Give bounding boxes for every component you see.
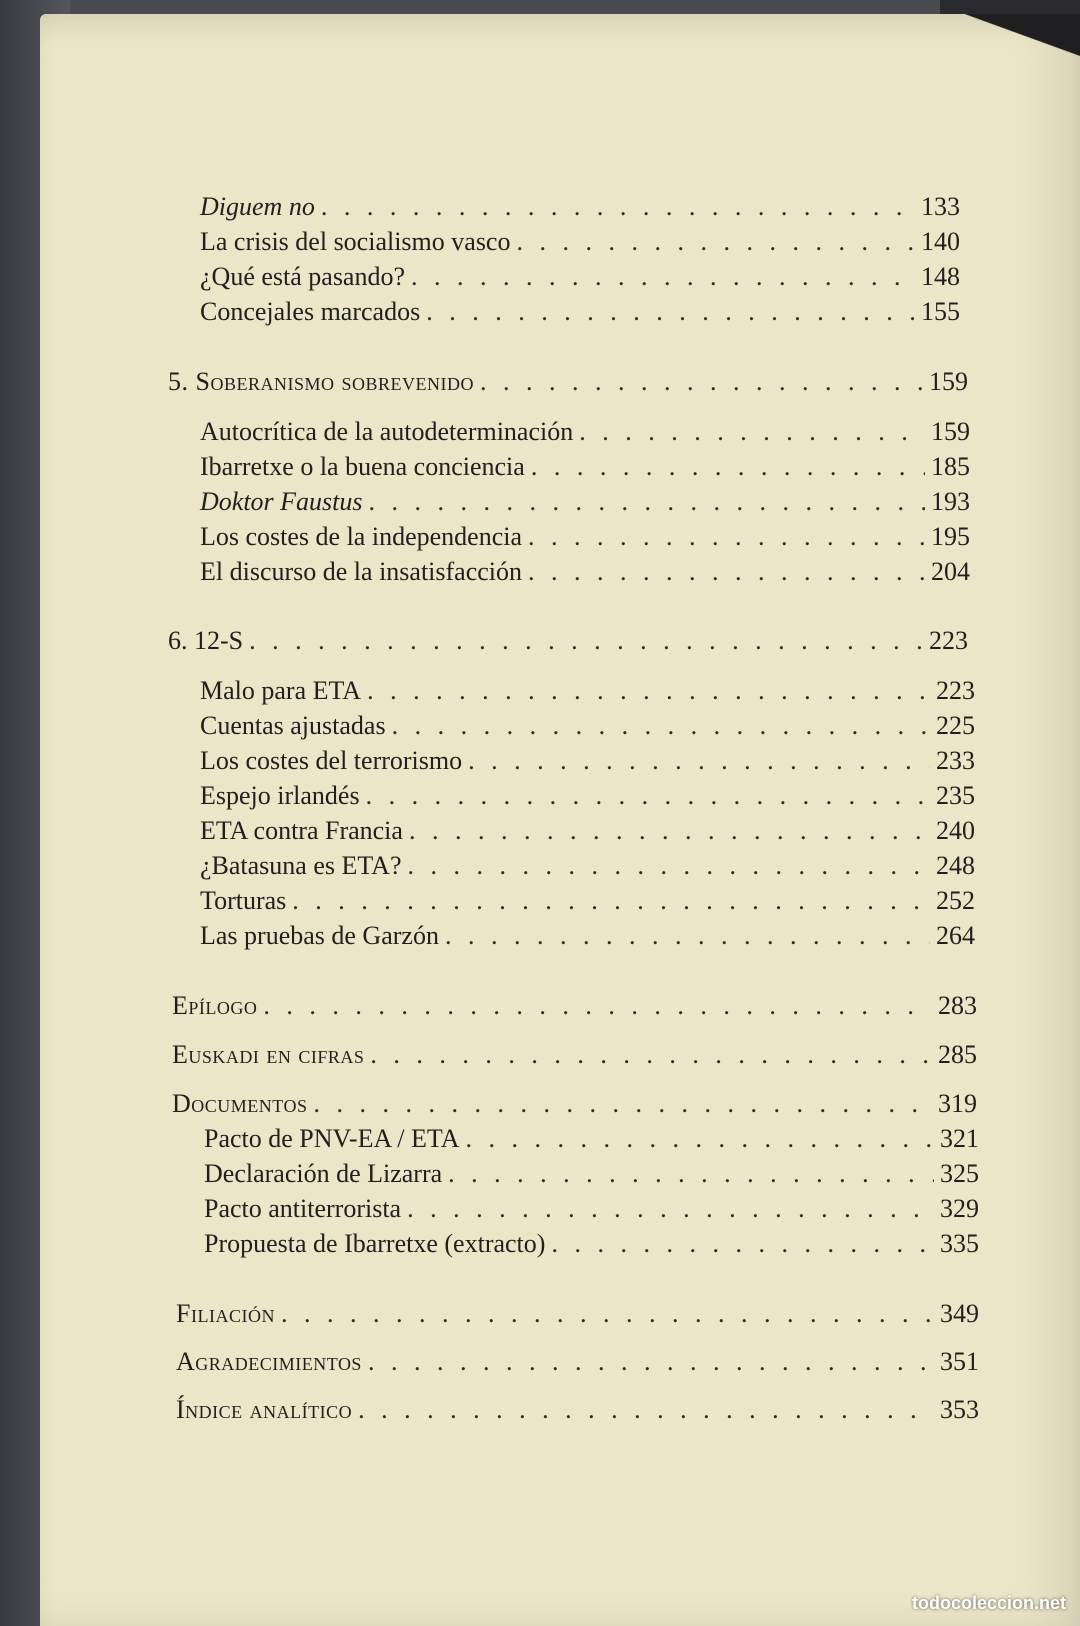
toc-section bbox=[176, 1299, 979, 1329]
toc-leader-dots bbox=[579, 417, 925, 447]
toc-leader-dots bbox=[367, 676, 930, 706]
toc-entry-page: 140 bbox=[921, 227, 960, 256]
toc-leader-dots bbox=[516, 227, 915, 257]
toc-entry-page: 223 bbox=[936, 676, 975, 705]
toc-leader-dots bbox=[370, 1040, 932, 1070]
toc-entry-label: El discurso de la insatisfacción bbox=[200, 557, 523, 586]
toc-leader-dots bbox=[531, 452, 925, 482]
toc-entry-page: 195 bbox=[931, 522, 970, 551]
toc-entry-label: Concejales marcados bbox=[200, 297, 421, 326]
toc-leader-dots bbox=[368, 1347, 934, 1377]
toc-entry-page: 248 bbox=[936, 851, 975, 880]
toc-leader-dots bbox=[249, 626, 923, 656]
toc-section-label: Filiación bbox=[176, 1299, 275, 1328]
toc-chapter bbox=[168, 626, 968, 656]
toc-entry bbox=[200, 452, 970, 482]
toc-leader-dots bbox=[448, 1159, 934, 1189]
toc-chapter-label: 6. 12-S bbox=[168, 626, 244, 655]
toc-entry-page: 329 bbox=[940, 1194, 979, 1223]
toc-leader-dots bbox=[528, 557, 925, 587]
book-page bbox=[40, 14, 1080, 1626]
toc-entry bbox=[200, 781, 975, 811]
toc-leader-dots bbox=[321, 192, 915, 222]
toc-entry bbox=[204, 1194, 979, 1224]
toc-entry-page: 193 bbox=[931, 487, 970, 516]
toc-entry bbox=[200, 746, 975, 776]
toc-entry-label: Torturas bbox=[200, 886, 287, 915]
toc-section-label: Documentos bbox=[172, 1089, 308, 1118]
toc-section-label: Epílogo bbox=[172, 991, 258, 1020]
toc-leader-dots bbox=[358, 1395, 934, 1425]
toc-section bbox=[176, 1347, 979, 1377]
toc-section-page: 349 bbox=[940, 1299, 979, 1328]
toc-entry-label: Pacto antiterrorista bbox=[204, 1194, 402, 1223]
toc-leader-dots bbox=[528, 522, 925, 552]
toc-entry-label: ¿Batasuna es ETA? bbox=[200, 851, 402, 880]
toc-chapter bbox=[168, 367, 968, 397]
toc-entry-label: ¿Qué está pasando? bbox=[200, 262, 406, 291]
toc-entry bbox=[200, 192, 960, 222]
toc-entry-page: 155 bbox=[921, 297, 960, 326]
toc-section-page: 353 bbox=[940, 1395, 979, 1424]
toc-entry-page: 185 bbox=[931, 452, 970, 481]
toc-section bbox=[172, 991, 977, 1021]
toc-chapter-page: 159 bbox=[929, 367, 968, 396]
toc-leader-dots bbox=[480, 367, 923, 397]
toc-entry-label: Los costes de la independencia bbox=[200, 522, 522, 551]
toc-entry-page: 148 bbox=[921, 262, 960, 291]
toc-section-label: Agradecimientos bbox=[176, 1347, 362, 1376]
toc-entry-page: 325 bbox=[940, 1159, 979, 1188]
toc-entry-label: ETA contra Francia bbox=[200, 816, 403, 845]
toc-entry bbox=[204, 1229, 979, 1259]
toc-entry-page: 204 bbox=[931, 557, 970, 586]
toc-entry bbox=[200, 676, 975, 706]
toc-section bbox=[176, 1395, 979, 1425]
toc-entry bbox=[200, 886, 975, 916]
toc-entry-page: 321 bbox=[940, 1124, 979, 1153]
toc-entry-page: 235 bbox=[936, 781, 975, 810]
toc-leader-dots bbox=[392, 711, 930, 741]
toc-entry bbox=[200, 921, 975, 951]
toc-entry-label: Cuentas ajustadas bbox=[200, 711, 386, 740]
toc-section-label: Índice analítico bbox=[176, 1395, 353, 1424]
toc-entry bbox=[200, 297, 960, 327]
toc-section-page: 319 bbox=[938, 1089, 977, 1118]
toc-entry-page: 159 bbox=[931, 417, 970, 446]
toc-entry-page: 240 bbox=[936, 816, 975, 845]
toc-entry bbox=[204, 1124, 979, 1154]
toc-leader-dots bbox=[466, 1124, 935, 1154]
toc-section-page: 285 bbox=[938, 1040, 977, 1069]
toc-leader-dots bbox=[551, 1229, 934, 1259]
site-watermark: todocoleccion.net bbox=[911, 1593, 1066, 1613]
toc-chapter-label: 5. Soberanismo sobrevenido bbox=[168, 367, 474, 396]
toc-entry-label: Las pruebas de Garzón bbox=[200, 921, 439, 950]
toc-entry bbox=[200, 711, 975, 741]
toc-entry bbox=[204, 1159, 979, 1189]
toc-leader-dots bbox=[411, 262, 915, 292]
toc-entry-label: Los costes del terrorismo bbox=[200, 746, 463, 775]
toc-entry bbox=[200, 227, 960, 257]
toc-section-page: 283 bbox=[938, 991, 977, 1020]
toc-section bbox=[172, 1089, 977, 1119]
toc-entry-page: 225 bbox=[936, 711, 975, 740]
table-of-contents bbox=[40, 14, 1080, 1626]
toc-entry bbox=[200, 487, 970, 517]
toc-entry bbox=[200, 417, 970, 447]
toc-entry-label: Pacto de PNV-EA / ETA bbox=[204, 1124, 460, 1153]
toc-leader-dots bbox=[426, 297, 915, 327]
toc-entry bbox=[200, 522, 970, 552]
toc-leader-dots bbox=[445, 921, 930, 951]
toc-leader-dots bbox=[409, 816, 930, 846]
toc-leader-dots bbox=[292, 886, 930, 916]
toc-entry bbox=[200, 557, 970, 587]
toc-entry-label: Diguem no bbox=[200, 192, 315, 221]
toc-entry-page: 264 bbox=[936, 921, 975, 950]
toc-entry-page: 252 bbox=[936, 886, 975, 915]
toc-leader-dots bbox=[407, 1194, 934, 1224]
toc-entry bbox=[200, 851, 975, 881]
toc-leader-dots bbox=[408, 851, 931, 881]
toc-entry-page: 133 bbox=[921, 192, 960, 221]
toc-leader-dots bbox=[313, 1089, 932, 1119]
toc-chapter-page: 223 bbox=[929, 626, 968, 655]
toc-entry-page: 233 bbox=[936, 746, 975, 775]
toc-entry-label: Espejo irlandés bbox=[200, 781, 360, 810]
toc-entry-label: Ibarretxe o la buena conciencia bbox=[200, 452, 525, 481]
toc-leader-dots bbox=[263, 991, 932, 1021]
toc-section-page: 351 bbox=[940, 1347, 979, 1376]
toc-section-label: Euskadi en cifras bbox=[172, 1040, 365, 1069]
toc-entry bbox=[200, 262, 960, 292]
toc-section bbox=[172, 1040, 977, 1070]
toc-leader-dots bbox=[468, 746, 930, 776]
toc-entry-label: Declaración de Lizarra bbox=[204, 1159, 443, 1188]
toc-leader-dots bbox=[281, 1299, 934, 1329]
toc-entry-label: La crisis del socialismo vasco bbox=[200, 227, 511, 256]
toc-entry-label: Autocrítica de la autodeterminación bbox=[200, 417, 574, 446]
toc-entry-page: 335 bbox=[940, 1229, 979, 1258]
toc-entry-label: Doktor Faustus bbox=[200, 487, 363, 516]
toc-leader-dots bbox=[369, 487, 926, 517]
toc-leader-dots bbox=[366, 781, 930, 811]
toc-entry bbox=[200, 816, 975, 846]
toc-entry-label: Malo para ETA bbox=[200, 676, 362, 705]
toc-entry-label: Propuesta de Ibarretxe (extracto) bbox=[204, 1229, 546, 1258]
